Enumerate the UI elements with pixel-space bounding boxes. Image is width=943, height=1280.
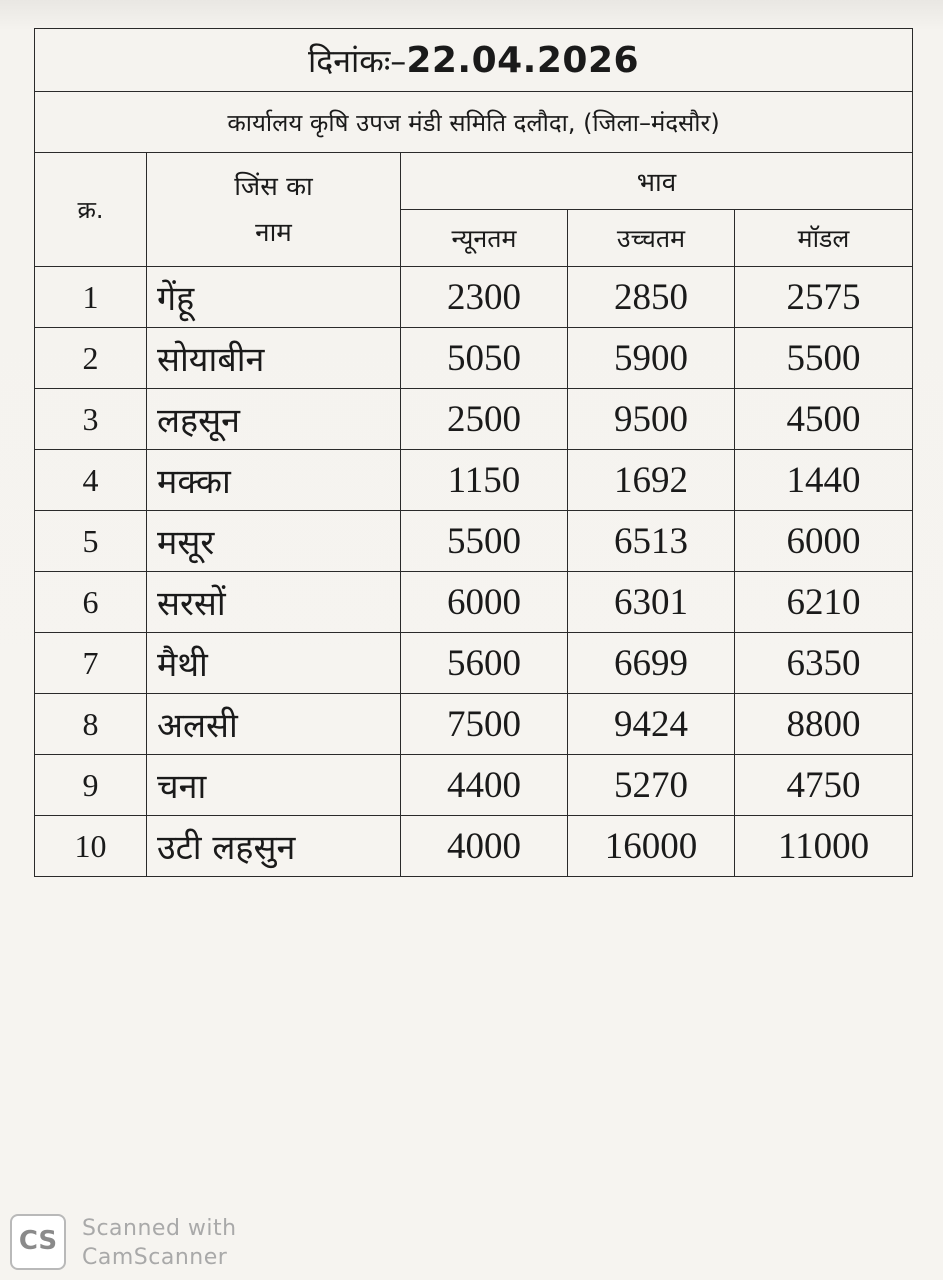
column-header-min: न्यूनतम	[401, 210, 568, 267]
model-price: 11000	[735, 816, 913, 877]
commodity-name: उटी लहसुन	[147, 816, 401, 877]
date-row	[35, 29, 913, 92]
table-row	[35, 816, 913, 877]
row-number: 1	[35, 267, 147, 328]
column-header-name	[147, 153, 401, 267]
max-price: 1692	[568, 450, 735, 511]
model-price: 2575	[735, 267, 913, 328]
commodity-name: सरसों	[147, 572, 401, 633]
table-row	[35, 511, 913, 572]
min-price: 4400	[401, 755, 568, 816]
row-number: 6	[35, 572, 147, 633]
min-price: 1150	[401, 450, 568, 511]
model-price: 4750	[735, 755, 913, 816]
min-price: 5050	[401, 328, 568, 389]
max-price: 5900	[568, 328, 735, 389]
min-price: 2500	[401, 389, 568, 450]
table-row	[35, 633, 913, 694]
table-row	[35, 328, 913, 389]
table-row	[35, 755, 913, 816]
commodity-name: मैथी	[147, 633, 401, 694]
model-price: 4500	[735, 389, 913, 450]
commodity-name: मक्का	[147, 450, 401, 511]
column-header-max: उच्चतम	[568, 210, 735, 267]
max-price: 16000	[568, 816, 735, 877]
model-price: 1440	[735, 450, 913, 511]
column-header-model: मॉडल	[735, 210, 913, 267]
max-price: 2850	[568, 267, 735, 328]
table-row	[35, 267, 913, 328]
table-row	[35, 572, 913, 633]
min-price: 6000	[401, 572, 568, 633]
scanner-watermark	[82, 1214, 237, 1272]
date-cell	[35, 29, 913, 92]
mandi-price-table	[34, 28, 913, 877]
column-header-name-line2: नाम	[255, 217, 292, 248]
max-price: 6699	[568, 633, 735, 694]
row-number: 9	[35, 755, 147, 816]
min-price: 7500	[401, 694, 568, 755]
model-price: 6210	[735, 572, 913, 633]
min-price: 2300	[401, 267, 568, 328]
table-row	[35, 389, 913, 450]
row-number: 8	[35, 694, 147, 755]
min-price: 4000	[401, 816, 568, 877]
row-number: 5	[35, 511, 147, 572]
max-price: 9424	[568, 694, 735, 755]
column-header-no: क्र.	[35, 153, 147, 267]
model-price: 8800	[735, 694, 913, 755]
max-price: 5270	[568, 755, 735, 816]
watermark-line1: Scanned with	[82, 1216, 237, 1241]
model-price: 6350	[735, 633, 913, 694]
watermark-line2: CamScanner	[82, 1245, 228, 1270]
table-row	[35, 450, 913, 511]
model-price: 6000	[735, 511, 913, 572]
date-label: दिनांकः–	[307, 41, 407, 80]
row-number: 7	[35, 633, 147, 694]
header-row-1	[35, 153, 913, 210]
max-price: 6301	[568, 572, 735, 633]
commodity-name: गेंहू	[147, 267, 401, 328]
table-row	[35, 694, 913, 755]
commodity-name: चना	[147, 755, 401, 816]
max-price: 9500	[568, 389, 735, 450]
max-price: 6513	[568, 511, 735, 572]
commodity-name: लहसून	[147, 389, 401, 450]
commodity-name: मसूर	[147, 511, 401, 572]
office-row	[35, 92, 913, 153]
row-number: 3	[35, 389, 147, 450]
office-title: कार्यालय कृषि उपज मंडी समिति दलौदा, (जिला–मंदसौर)	[35, 92, 913, 153]
table-body	[35, 267, 913, 877]
date-value: 22.04.2026	[406, 39, 640, 81]
commodity-name: अलसी	[147, 694, 401, 755]
column-header-name-line1: जिंस का	[234, 171, 313, 202]
row-number: 10	[35, 816, 147, 877]
min-price: 5600	[401, 633, 568, 694]
row-number: 2	[35, 328, 147, 389]
model-price: 5500	[735, 328, 913, 389]
commodity-name: सोयाबीन	[147, 328, 401, 389]
row-number: 4	[35, 450, 147, 511]
min-price: 5500	[401, 511, 568, 572]
camscanner-logo: CS	[10, 1214, 66, 1270]
column-header-bhav: भाव	[401, 153, 913, 210]
